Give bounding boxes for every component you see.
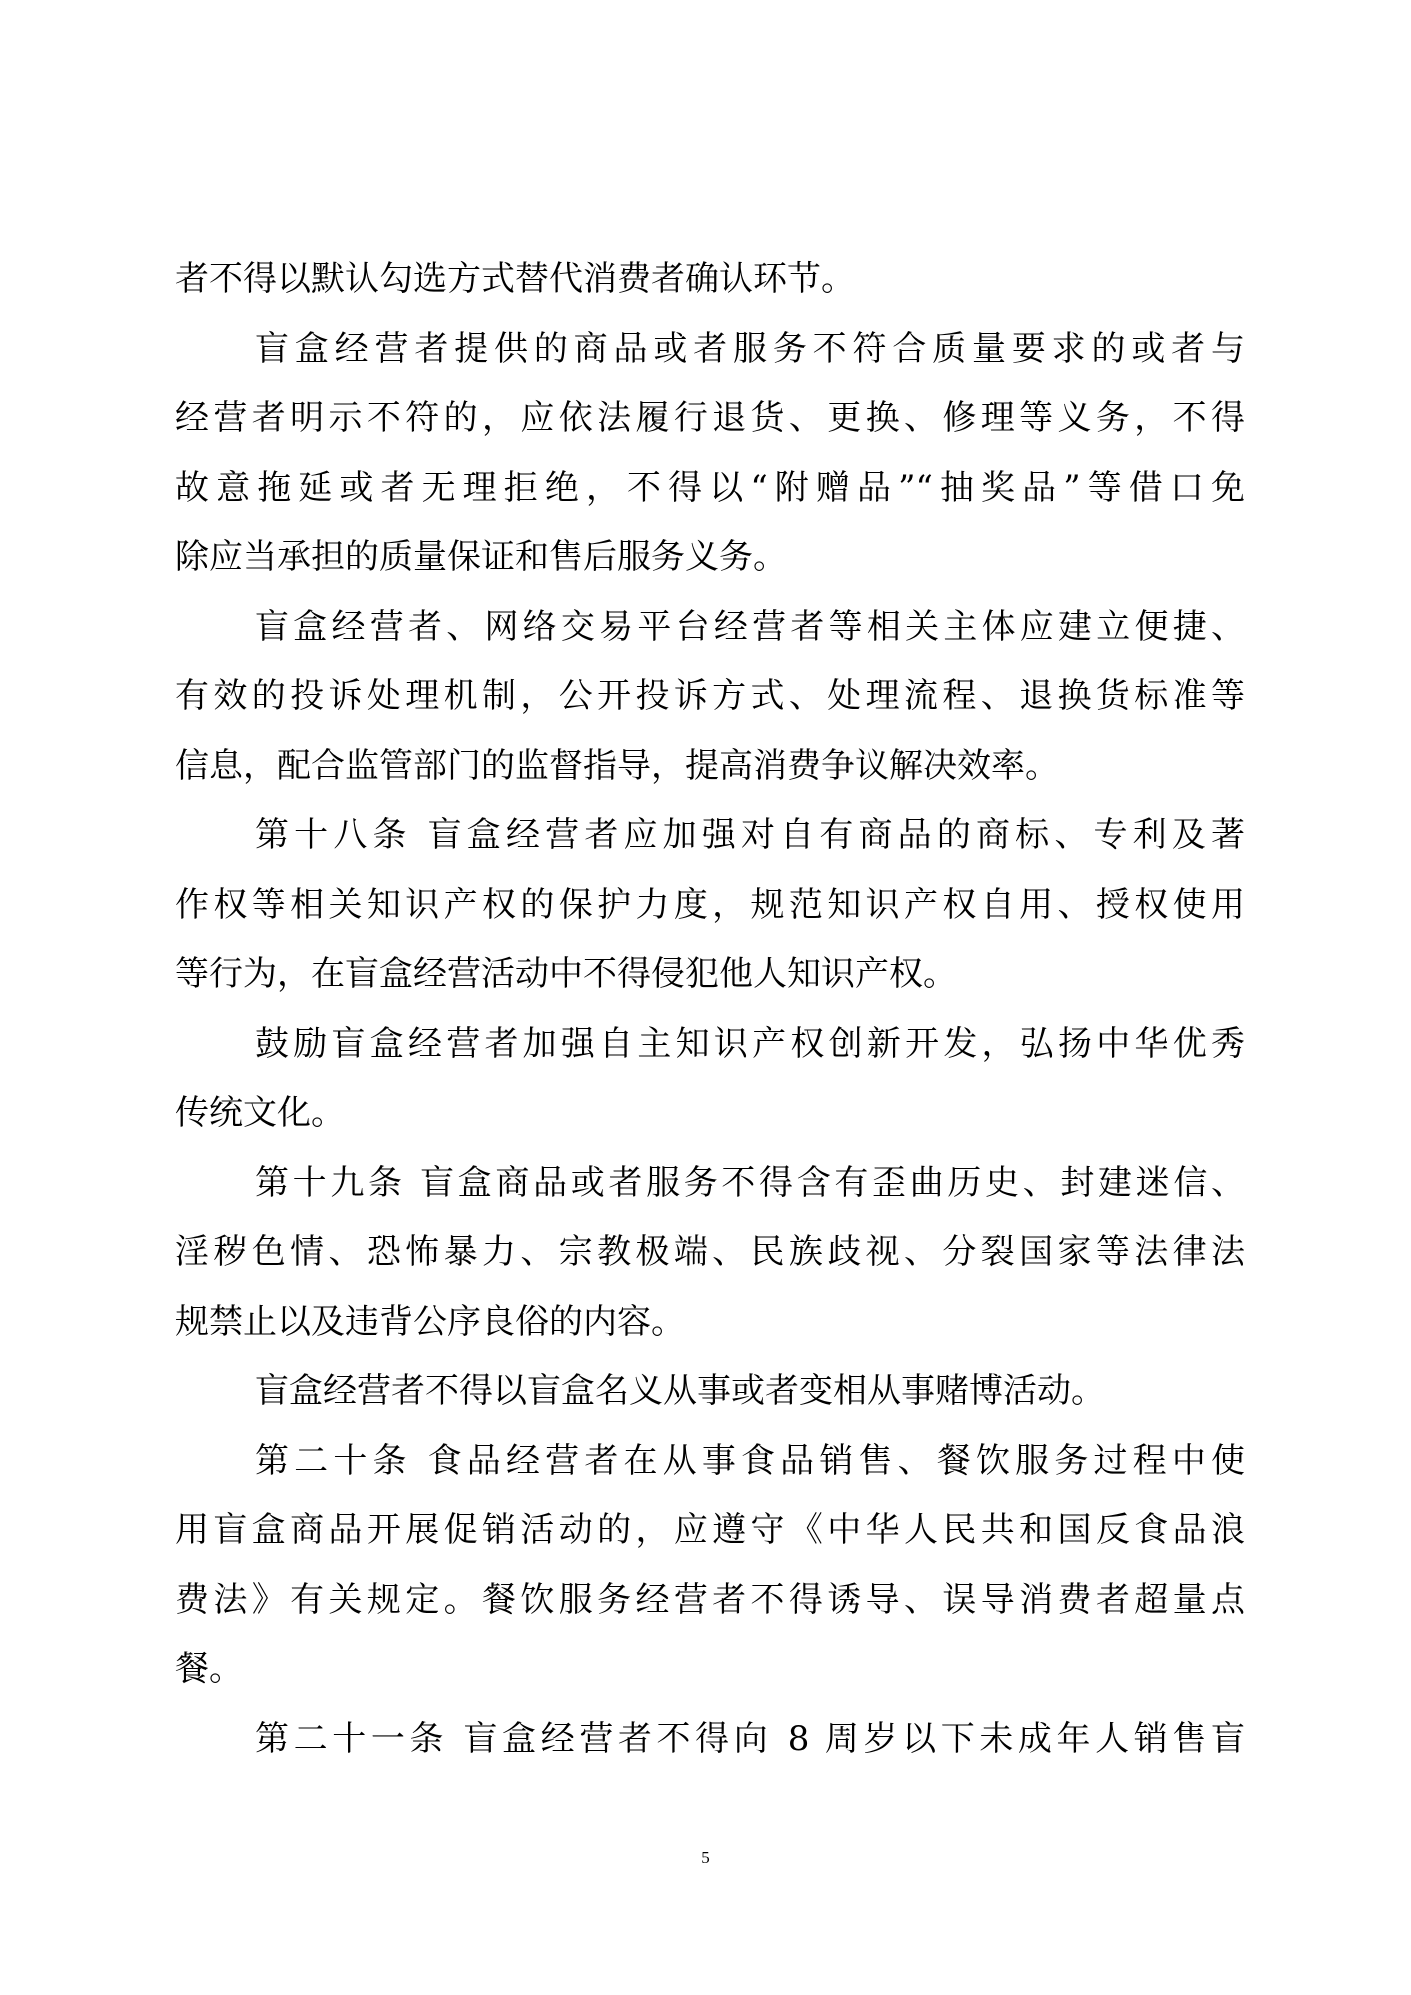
- text-line: 有效的投诉处理机制，公开投诉方式、处理流程、退换货标准等: [175, 676, 1245, 716]
- text-line: 盲盒经营者、网络交易平台经营者等相关主体应建立便捷、: [255, 606, 1245, 647]
- text-line: 除应当承担的质量保证和售后服务义务。: [175, 537, 787, 577]
- text-line: 故意拖延或者无理拒绝，不得以“附赠品”“抽奖品”等借口免: [175, 467, 1245, 508]
- text-line: 作权等相关知识产权的保护力度，规范知识产权自用、授权使用: [175, 884, 1245, 925]
- text-line: 第二十条 食品经营者在从事食品销售、餐饮服务过程中使: [255, 1440, 1245, 1481]
- text-line: 用盲盒商品开展促销活动的，应遵守《中华人民共和国反食品浪: [175, 1510, 1245, 1550]
- text-line: 传统文化。: [175, 1093, 345, 1133]
- text-line: 经营者明示不符的，应依法履行退货、更换、修理等义务，不得: [175, 398, 1245, 438]
- text-line: 者不得以默认勾选方式替代消费者确认环节。: [175, 259, 855, 299]
- text-line: 信息，配合监管部门的监督指导，提高消费争议解决效率。: [175, 745, 1059, 786]
- text-line: 等行为，在盲盒经营活动中不得侵犯他人知识产权。: [175, 954, 957, 994]
- text-line: 鼓励盲盒经营者加强自主知识产权创新开发，弘扬中华优秀: [255, 1023, 1245, 1064]
- text-line: 盲盒经营者不得以盲盒名义从事或者变相从事赌博活动。: [255, 1371, 1105, 1411]
- text-line: 第十八条 盲盒经营者应加强对自有商品的商标、专利及著: [255, 815, 1245, 855]
- text-line: 盲盒经营者提供的商品或者服务不符合质量要求的或者与: [255, 328, 1245, 369]
- body-text: [175, 245, 1245, 1774]
- text-line: 第二十一条 盲盒经营者不得向 8 周岁以下未成年人销售盲: [255, 1718, 1245, 1759]
- page-number: 5: [701, 1848, 710, 1867]
- text-line: 第十九条 盲盒商品或者服务不得含有歪曲历史、封建迷信、: [255, 1162, 1245, 1203]
- text-line: 规禁止以及违背公序良俗的内容。: [175, 1301, 685, 1342]
- text-line: 餐。: [175, 1649, 243, 1689]
- text-line: 费法》有关规定。餐饮服务经营者不得诱导、误导消费者超量点: [175, 1579, 1245, 1620]
- text-line: 淫秽色情、恐怖暴力、宗教极端、民族歧视、分裂国家等法律法: [175, 1232, 1245, 1272]
